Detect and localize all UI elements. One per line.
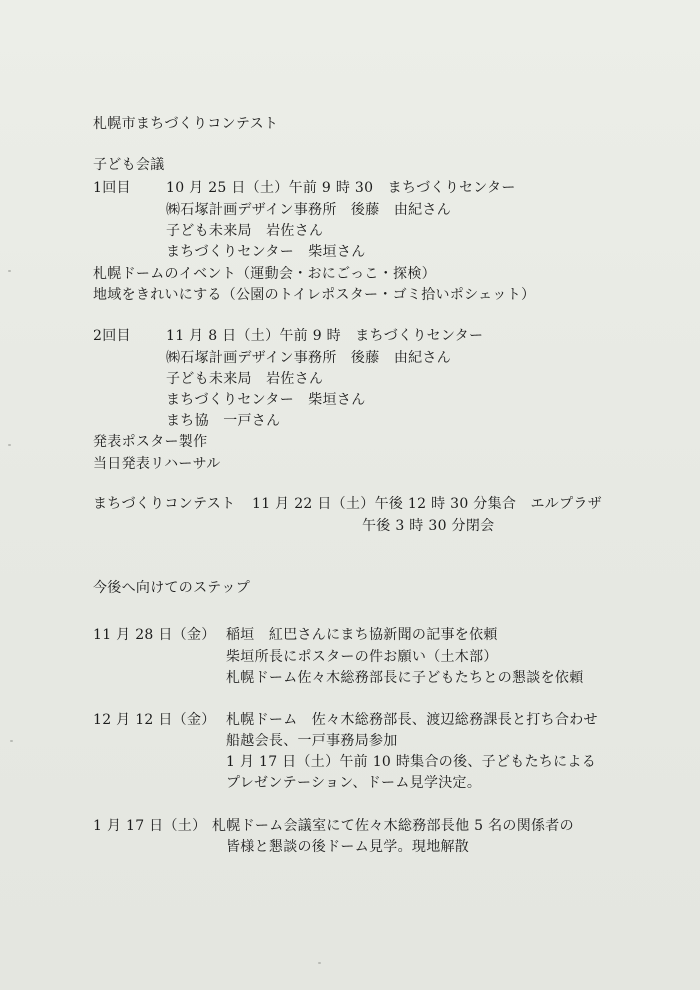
scan-speck [10,740,13,742]
session1-datetime: 10 月 25 日（土）午前 9 時 30 まちづくりセンター [166,180,516,196]
step3-line: 皆様と懇談の後ドーム見学。現地解散 [226,839,470,855]
step1-line: 柴垣所長にポスターの件お願い（土木部） [226,649,498,665]
session2-attendee: 子ども未来局 岩佐さん [166,371,324,387]
step1-line: 稲垣 紅巴さんにまち協新聞の記事を依頼 [226,627,498,643]
session2-attendee: まち協 一戸さん [166,413,281,429]
step3-date: 1 月 17 日（土） [93,818,207,834]
step2-date: 12 月 12 日（金） [93,712,216,728]
session1-attendee: 子ども未来局 岩佐さん [166,223,324,239]
session2-datetime: 11 月 8 日（土）午前 9 時 まちづくりセンター [166,328,484,344]
session1-attendee: まちづくりセンター 柴垣さん [166,244,366,260]
session2-topic: 発表ポスター製作 [93,434,208,450]
contest-label: まちづくりコンテスト [93,496,236,512]
scan-speck [8,444,11,446]
scan-speck [8,270,11,272]
session1-label: 1回目 [93,180,131,196]
step2-line: 札幌ドーム 佐々木総務部長、渡辺総務課長と打ち合わせ [226,712,598,728]
next-steps-heading: 今後へ向けてのステップ [93,580,251,596]
document-title: 札幌市まちづくりコンテスト [93,116,279,132]
contest-datetime: 11 月 22 日（土）午後 12 時 30 分集合 エルプラザ [252,496,603,512]
step2-line: 1 月 17 日（土）午前 10 時集合の後、子どもたちによる [226,754,597,770]
scan-speck [318,962,321,964]
session1-attendee: ㈱石塚計画デザイン事務所 後藤 由紀さん [166,202,452,218]
step1-date: 11 月 28 日（金） [93,627,216,643]
session1-topic: 札幌ドームのイベント（運動会・おにごっこ・探検） [93,266,436,282]
contest-closing-time: 午後 3 時 30 分閉会 [362,518,495,534]
session2-attendee: ㈱石塚計画デザイン事務所 後藤 由紀さん [166,350,452,366]
session2-topic: 当日発表リハーサル [93,456,221,472]
session1-topic: 地域をきれいにする（公園のトイレポスター・ゴミ拾いポシェット） [93,287,536,303]
step2-line: プレゼンテーション、ドーム見学決定。 [226,775,482,791]
step1-line: 札幌ドーム佐々木総務部長に子どもたちとの懇談を依頼 [226,670,584,686]
session2-label: 2回目 [93,328,131,344]
step3-line: 札幌ドーム会議室にて佐々木総務部長他 5 名の関係者の [212,818,574,834]
kids-meeting-heading: 子ども会議 [93,157,165,173]
session2-attendee: まちづくりセンター 柴垣さん [166,392,366,408]
step2-line: 船越会長、一戸事務局参加 [226,733,398,749]
